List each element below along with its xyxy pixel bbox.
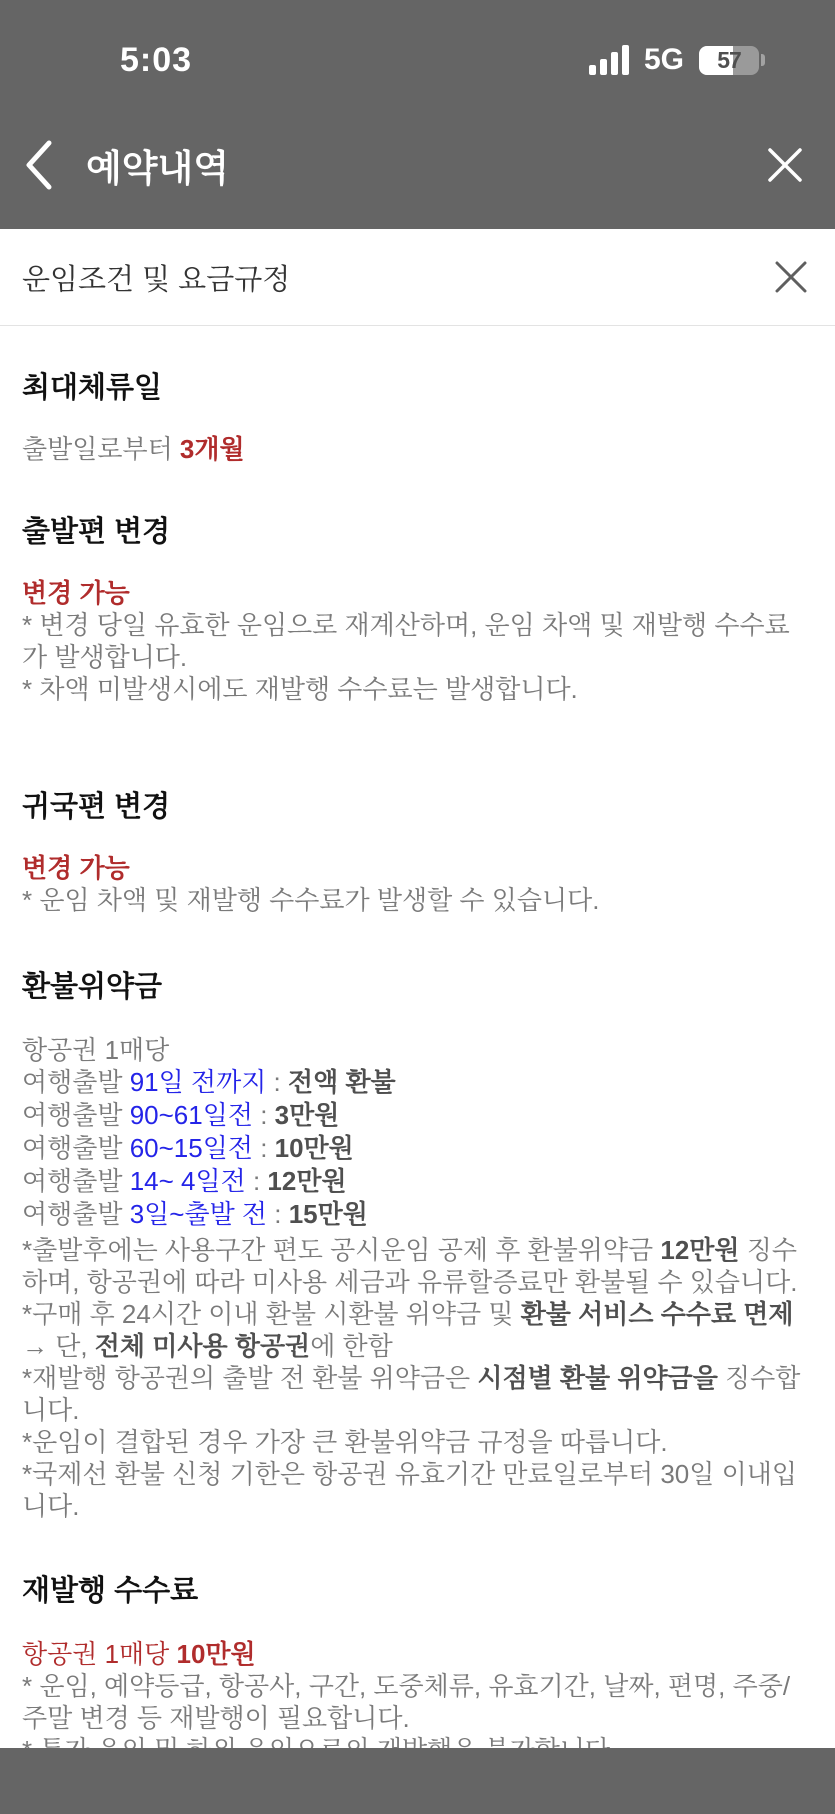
page-title: 예약내역	[86, 148, 229, 189]
refund-tier-row: 여행출발 14~ 4일전 : 12만원	[22, 1166, 347, 1196]
return-change-status: 변경 가능	[22, 853, 130, 883]
status-bar	[0, 42, 835, 78]
refund-tier-amount: 3만원	[274, 1100, 340, 1130]
section-heading-return-change: 귀국편 변경	[22, 791, 171, 823]
refund-tier-row: 여행출발 60~15일전 : 10만원	[22, 1133, 354, 1163]
status-time: 5:03	[120, 40, 193, 79]
refund-tier-period: 60~15일전	[129, 1133, 253, 1163]
refund-tier-amount: 12만원	[267, 1166, 347, 1196]
refund-notes	[22, 1234, 811, 1522]
refund-note: *구매 후 24시간 이내 환불 시환불 위약금 및 환불 서비스 수수료 면제 → 단, 전체 미사용 항공권에 한함	[22, 1299, 794, 1361]
refund-tier-period: 91일 전까지	[129, 1067, 267, 1097]
modal-header	[0, 229, 835, 326]
outbound-change-note: * 차액 미발생시에도 재발행 수수료는 발생합니다.	[22, 674, 578, 704]
max-stay-value: 출발일로부터 3개월	[22, 434, 245, 464]
refund-tier-row: 여행출발 90~61일전 : 3만원	[22, 1100, 340, 1130]
refund-note: *재발행 항공권의 출발 전 환불 위약금은 시점별 환불 위약금을 징수합니다.	[22, 1363, 801, 1425]
bottom-bar	[0, 1748, 835, 1814]
app-header	[0, 0, 835, 229]
reissue-fee-amount-line: 항공권 1매당 10만원	[22, 1639, 256, 1669]
refund-tier-amount: 전액 환불	[287, 1067, 396, 1097]
modal-title: 운임조건 및 요금규정	[22, 263, 291, 296]
max-stay-duration: 3개월	[179, 434, 245, 464]
section-heading-max-stay: 최대체류일	[22, 372, 163, 404]
cellular-signal-icon	[589, 45, 629, 75]
refund-tier-period: 14~ 4일전	[129, 1166, 246, 1196]
battery-percent: 57	[717, 46, 741, 73]
refund-tier-amount: 10만원	[274, 1133, 354, 1163]
reissue-note: * 운임, 예약등급, 항공사, 구간, 도중체류, 유효기간, 날짜, 편명, 주중/주말 변경 등 재발행이 필요합니다.	[22, 1671, 791, 1733]
header-close-icon[interactable]	[767, 147, 803, 183]
outbound-change-note: * 변경 당일 유효한 운임으로 재계산하며, 운임 차액 및 재발행 수수료가 발생합니다.	[22, 610, 790, 672]
section-heading-outbound-change: 출발편 변경	[22, 516, 171, 548]
outbound-change-status: 변경 가능	[22, 578, 130, 608]
modal-close-icon[interactable]	[775, 261, 807, 293]
refund-note: *국제선 환불 신청 기한은 항공권 유효기간 만료일로부터 30일 이내입니다.	[22, 1459, 797, 1521]
back-chevron-icon[interactable]	[22, 137, 56, 193]
battery-cap	[761, 54, 765, 66]
return-change-note: * 운임 차액 및 재발행 수수료가 발생할 수 있습니다.	[22, 885, 600, 915]
section-heading-reissue-fee: 재발행 수수료	[22, 1575, 199, 1607]
battery-icon	[699, 46, 765, 75]
refund-tier-row: 여행출발 91일 전까지 : 전액 환불	[22, 1067, 396, 1097]
refund-note: *출발후에는 사용구간 편도 공시운임 공제 후 환불위약금 12만원 징수하며, 항공권에 따라 미사용 세금과 유류할증료만 환불될 수 있습니다.	[22, 1235, 798, 1297]
refund-unit-label: 항공권 1매당	[22, 1035, 170, 1065]
status-icons	[589, 43, 765, 77]
refund-note: *운임이 결합된 경우 가장 큰 환불위약금 규정을 따릅니다.	[22, 1427, 668, 1457]
refund-tier-period: 90~61일전	[129, 1100, 253, 1130]
network-type-label: 5G	[643, 43, 684, 76]
section-heading-refund-penalty: 환불위약금	[22, 971, 163, 1003]
fare-rules-content[interactable]	[0, 327, 835, 1814]
refund-tier-amount: 15만원	[288, 1199, 368, 1229]
refund-tier-row: 여행출발 3일~출발 전 : 15만원	[22, 1199, 368, 1229]
nav-bar	[0, 128, 835, 202]
reissue-fee-amount: 10만원	[176, 1639, 256, 1669]
refund-tier-period: 3일~출발 전	[129, 1199, 268, 1229]
